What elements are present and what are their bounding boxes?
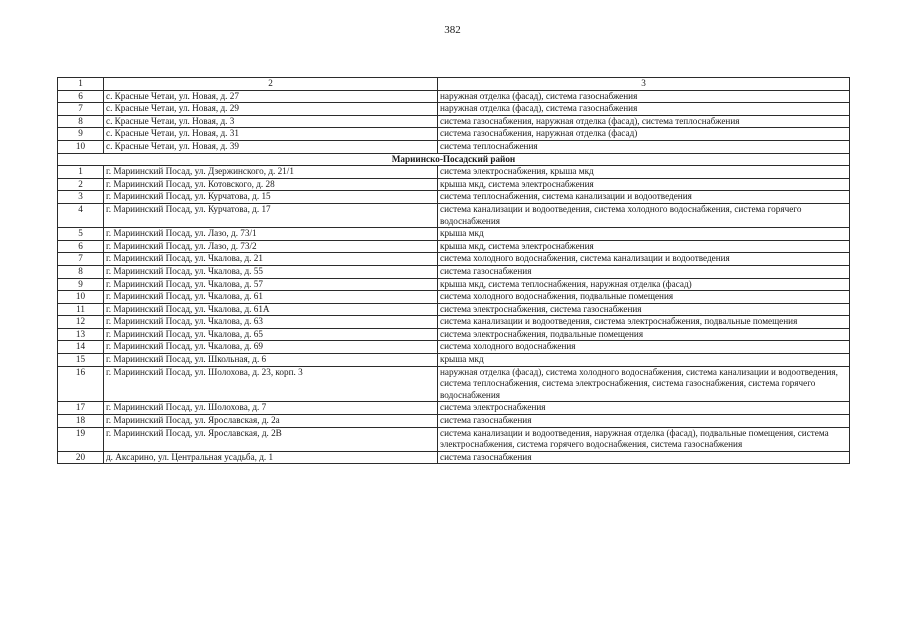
row-address: д. Аксарино, ул. Центральная усадьба, д. 1 [104, 451, 438, 464]
row-works: система электроснабжения, крыша мкд [438, 166, 850, 179]
table-row [58, 303, 850, 316]
row-works: система газоснабжения [438, 451, 850, 464]
table-row [58, 191, 850, 204]
row-number: 10 [58, 291, 104, 304]
row-number: 15 [58, 354, 104, 367]
row-number: 11 [58, 303, 104, 316]
row-number: 7 [58, 103, 104, 116]
page-number: 382 [444, 24, 461, 36]
row-number: 2 [58, 178, 104, 191]
row-address: г. Мариинский Посад, ул. Курчатова, д. 17 [104, 203, 438, 227]
row-number: 18 [58, 415, 104, 428]
table-row [58, 328, 850, 341]
row-address: г. Мариинский Посад, ул. Лазо, д. 73/2 [104, 240, 438, 253]
row-number: 12 [58, 316, 104, 329]
row-address: г. Мариинский Посад, ул. Чкалова, д. 61 [104, 291, 438, 304]
row-number: 6 [58, 90, 104, 103]
row-address: г. Мариинский Посад, ул. Чкалова, д. 65 [104, 328, 438, 341]
row-works: система канализации и водоотведения, система холодного водоснабжения, система горячего водоснабжения [438, 203, 850, 227]
row-address: с. Красные Четаи, ул. Новая, д. 29 [104, 103, 438, 116]
row-works: крыша мкд [438, 354, 850, 367]
row-address: г. Мариинский Посад, ул. Чкалова, д. 69 [104, 341, 438, 354]
table-row [58, 278, 850, 291]
table-row [58, 366, 850, 402]
row-works: наружная отделка (фасад), система газоснабжения [438, 103, 850, 116]
row-number: 7 [58, 253, 104, 266]
row-address: с. Красные Четаи, ул. Новая, д. 31 [104, 128, 438, 141]
row-address: с. Красные Четаи, ул. Новая, д. 39 [104, 140, 438, 153]
table-row [58, 316, 850, 329]
row-address: г. Мариинский Посад, ул. Шолохова, д. 7 [104, 402, 438, 415]
row-number: 16 [58, 366, 104, 402]
row-number: 8 [58, 265, 104, 278]
row-works: система газоснабжения, наружная отделка (фасад) [438, 128, 850, 141]
table-row [58, 128, 850, 141]
row-works: система электроснабжения, система газоснабжения [438, 303, 850, 316]
row-number: 14 [58, 341, 104, 354]
section-title: Мариинско-Посадский район [58, 153, 850, 166]
register-table-body [58, 78, 850, 464]
row-works: наружная отделка (фасад), система холодного водоснабжения, система канализации и водоотведения, система теплоснабжения, система электроснабжения, система газоснабжения, система горячего водоснабжения [438, 366, 850, 402]
row-address: г. Мариинский Посад, ул. Чкалова, д. 55 [104, 265, 438, 278]
register-table [57, 77, 850, 464]
row-address: г. Мариинский Посад, ул. Курчатова, д. 15 [104, 191, 438, 204]
row-number: 20 [58, 451, 104, 464]
column-number-row [58, 78, 850, 91]
row-address: г. Мариинский Посад, ул. Ярославская, д. 2а [104, 415, 438, 428]
column-number-2: 2 [104, 78, 438, 91]
row-address: г. Мариинский Посад, ул. Чкалова, д. 57 [104, 278, 438, 291]
table-row [58, 103, 850, 116]
table-row [58, 354, 850, 367]
row-number: 1 [58, 166, 104, 179]
row-works: система газоснабжения, наружная отделка (фасад), система теплоснабжения [438, 115, 850, 128]
table-row [58, 427, 850, 451]
row-address: с. Красные Четаи, ул. Новая, д. 3 [104, 115, 438, 128]
row-number: 10 [58, 140, 104, 153]
row-number: 17 [58, 402, 104, 415]
row-works: наружная отделка (фасад), система газоснабжения [438, 90, 850, 103]
table-row [58, 115, 850, 128]
table-row [58, 253, 850, 266]
table-row [58, 203, 850, 227]
row-works: система теплоснабжения [438, 140, 850, 153]
table-row [58, 166, 850, 179]
row-works: крыша мкд, система теплоснабжения, наружная отделка (фасад) [438, 278, 850, 291]
table-row [58, 341, 850, 354]
row-number: 6 [58, 240, 104, 253]
table-row [58, 240, 850, 253]
row-address: г. Мариинский Посад, ул. Лазо, д. 73/1 [104, 228, 438, 241]
row-address: г. Мариинский Посад, ул. Чкалова, д. 21 [104, 253, 438, 266]
row-works: система холодного водоснабжения [438, 341, 850, 354]
row-number: 4 [58, 203, 104, 227]
table-row [58, 451, 850, 464]
row-address: г. Мариинский Посад, ул. Чкалова, д. 61А [104, 303, 438, 316]
row-number: 9 [58, 128, 104, 141]
row-works: система холодного водоснабжения, система канализации и водоотведения [438, 253, 850, 266]
section-row [58, 153, 850, 166]
row-works: система холодного водоснабжения, подвальные помещения [438, 291, 850, 304]
table-row [58, 140, 850, 153]
row-address: г. Мариинский Посад, ул. Чкалова, д. 63 [104, 316, 438, 329]
row-address: с. Красные Четаи, ул. Новая, д. 27 [104, 90, 438, 103]
row-address: г. Мариинский Посад, ул. Дзержинского, д. 21/1 [104, 166, 438, 179]
table-row [58, 415, 850, 428]
table-row [58, 228, 850, 241]
row-works: система электроснабжения, подвальные помещения [438, 328, 850, 341]
row-works: система газоснабжения [438, 415, 850, 428]
row-number: 13 [58, 328, 104, 341]
row-works: крыша мкд, система электроснабжения [438, 240, 850, 253]
column-number-3: 3 [438, 78, 850, 91]
row-works: крыша мкд, система электроснабжения [438, 178, 850, 191]
row-number: 5 [58, 228, 104, 241]
row-number: 3 [58, 191, 104, 204]
row-address: г. Мариинский Посад, ул. Шолохова, д. 23, корп. 3 [104, 366, 438, 402]
row-works: система канализации и водоотведения, наружная отделка (фасад), подвальные помещения, система электроснабжения, система горячего водоснабжения, система газоснабжения [438, 427, 850, 451]
row-address: г. Мариинский Посад, ул. Школьная, д. 6 [104, 354, 438, 367]
row-works: крыша мкд [438, 228, 850, 241]
row-works: система канализации и водоотведения, система электроснабжения, подвальные помещения [438, 316, 850, 329]
row-address: г. Мариинский Посад, ул. Ярославская, д. 2В [104, 427, 438, 451]
row-works: система теплоснабжения, система канализации и водоотведения [438, 191, 850, 204]
row-works: система электроснабжения [438, 402, 850, 415]
row-number: 19 [58, 427, 104, 451]
row-works: система газоснабжения [438, 265, 850, 278]
column-number-1: 1 [58, 78, 104, 91]
table-row [58, 402, 850, 415]
table-row [58, 265, 850, 278]
table-row [58, 90, 850, 103]
row-address: г. Мариинский Посад, ул. Котовского, д. 28 [104, 178, 438, 191]
row-number: 9 [58, 278, 104, 291]
table-row [58, 291, 850, 304]
table-row [58, 178, 850, 191]
row-number: 8 [58, 115, 104, 128]
